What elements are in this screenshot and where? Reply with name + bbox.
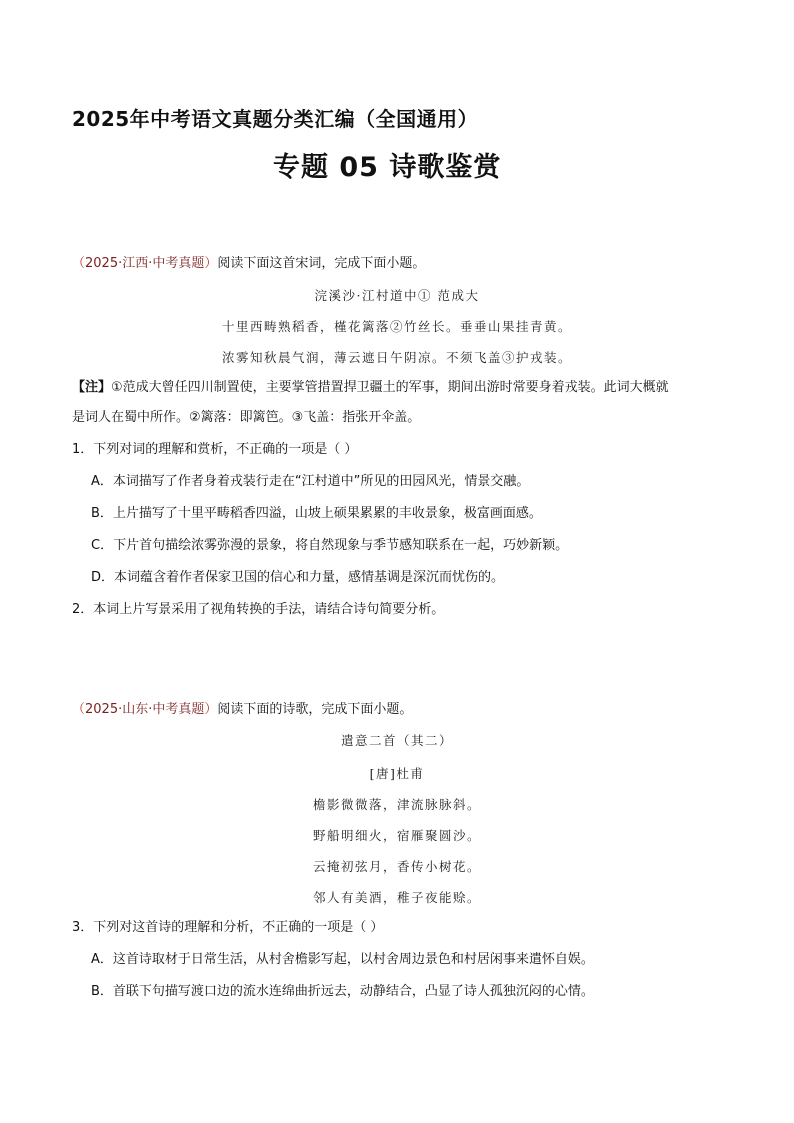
note-label: 【注】: [72, 380, 112, 395]
topic-title: 专题 05 诗歌鉴赏: [273, 152, 502, 183]
source-line-2: [72, 698, 412, 717]
poem-line: 浓雾知秋晨气润，薄云遮日午阴凉。不须飞盖③护戎装。: [221, 350, 573, 365]
option-c: C．下片首句描绘浓雾弥漫的景象，将自然现象与季节感知联系在一起，巧妙新颖。: [91, 538, 569, 553]
poem-line: 邻人有美酒，稚子夜能赊。: [312, 890, 482, 905]
source-paren-close: ）: [204, 256, 218, 271]
note-line: 是词人在蜀中所作。②篱落：即篱笆。③飞盖：指张开伞盖。: [72, 410, 421, 425]
option-b: B．上片描写了十里平畴稻香四溢，山坡上硕果累累的丰收景象，极富画面感。: [91, 506, 542, 521]
note-text: ①范成大曾任四川制置使，主要掌管措置捍卫疆土的军事，期间出游时常要身着戎装。此词大概就: [111, 380, 669, 395]
poem-title: 遣意二首（其二）: [340, 733, 454, 748]
option-b: B．首联下句描写渡口边的流水连绵曲折远去，动静结合，凸显了诗人孤独沉闷的心情。: [91, 984, 594, 999]
source-paren-close: ）: [204, 702, 218, 717]
poem-line: 云掩初弦月，香传小树花。: [312, 859, 482, 874]
source-paren-open: （: [72, 256, 86, 271]
question-3: 3．下列对这首诗的理解和分析，不正确的一项是（ ）: [72, 920, 384, 935]
poem-title: 浣溪沙·江村道中① 范成大: [314, 288, 480, 303]
poem-author: [唐]杜甫: [369, 766, 425, 781]
option-a: A．本词描写了作者身着戎装行走在“江村道中”所见的田园风光，情景交融。: [91, 474, 530, 489]
note-line: [72, 381, 669, 394]
source-paren-open: （: [72, 702, 86, 717]
collection-title: 2025年中考语文真题分类汇编（全国通用）: [72, 107, 479, 131]
option-d: D．本词蕴含着作者保家卫国的信心和力量，感情基调是深沉而忧伤的。: [91, 570, 505, 585]
question-2: 2．本词上片写景采用了视角转换的手法，请结合诗句简要分析。: [72, 602, 445, 617]
poem-line: 野船明细火，宿雁聚圆沙。: [312, 828, 482, 843]
option-a: A．这首诗取材于日常生活，从村舍檐影写起，以村舍周边景色和村居闲事来遣怀自娱。: [91, 952, 594, 967]
question-1: 1．下列对词的理解和赏析，不正确的一项是（ ）: [72, 442, 358, 457]
poem-line: 檐影微微落，津流脉脉斜。: [312, 797, 482, 812]
source-tag: 2025·江西·中考真题: [85, 256, 205, 271]
source-instruction: 阅读下面的诗歌，完成下面小题。: [217, 702, 413, 717]
source-tag: 2025·山东·中考真题: [85, 702, 205, 717]
source-line-1: [72, 252, 425, 271]
poem-line: 十里西畴熟稻香，槿花篱落②竹丝长。垂垂山果挂青黄。: [221, 319, 573, 334]
source-instruction: 阅读下面这首宋词，完成下面小题。: [217, 256, 426, 271]
